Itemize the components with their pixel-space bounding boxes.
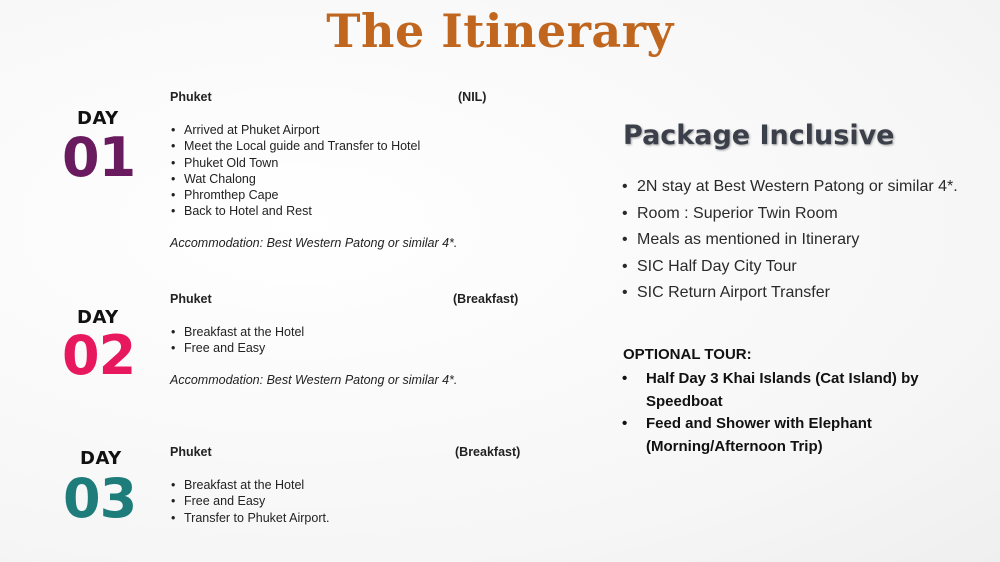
activity-item: • Phromthep Cape [170, 187, 420, 203]
day-1-label: DAY [77, 108, 119, 129]
package-item: • Room : Superior Twin Room [622, 203, 958, 230]
activity-item: • Free and Easy [170, 340, 304, 356]
activity-item: • Wat Chalong [170, 171, 420, 187]
page-title: The Itinerary [326, 4, 674, 58]
optional-tour-list [622, 368, 952, 458]
activity-item: • Breakfast at the Hotel [170, 477, 329, 493]
day-3-label: DAY [80, 448, 122, 469]
day-1-place: Phuket [170, 90, 212, 104]
day-2-place: Phuket [170, 292, 212, 306]
package-item: • SIC Half Day City Tour [622, 256, 958, 283]
activity-item: • Free and Easy [170, 493, 329, 509]
day-2-label: DAY [77, 307, 119, 328]
optional-tour-item: • Feed and Shower with Elephant (Morning/Afternoon Trip) [622, 413, 952, 458]
activity-item: • Breakfast at the Hotel [170, 324, 304, 340]
day-1-meals: (NIL) [458, 90, 487, 104]
day-2-meals: (Breakfast) [453, 292, 519, 306]
package-item: • Meals as mentioned in Itinerary [622, 229, 958, 256]
optional-tour-heading: OPTIONAL TOUR: [623, 346, 752, 363]
day-2-activities [170, 324, 304, 357]
day-1-number: 01 [62, 126, 136, 189]
activity-item: • Transfer to Phuket Airport. [170, 510, 329, 526]
activity-item: • Meet the Local guide and Transfer to Hotel [170, 138, 420, 154]
day-2-accommodation: Accommodation: Best Western Patong or similar 4*. [170, 373, 458, 387]
day-3-activities [170, 477, 329, 526]
package-item: • SIC Return Airport Transfer [622, 282, 958, 309]
package-item: • 2N stay at Best Western Patong or similar 4*. [622, 176, 958, 203]
activity-item: • Arrived at Phuket Airport [170, 122, 420, 138]
day-1-activities [170, 122, 420, 220]
day-3-number: 03 [63, 467, 137, 530]
package-list [622, 176, 958, 309]
activity-item: • Phuket Old Town [170, 155, 420, 171]
day-3-meals: (Breakfast) [455, 445, 521, 459]
activity-item: • Back to Hotel and Rest [170, 203, 420, 219]
day-1-accommodation: Accommodation: Best Western Patong or similar 4*. [170, 236, 458, 250]
day-2-number: 02 [62, 324, 136, 387]
package-heading: Package Inclusive [623, 120, 895, 151]
optional-tour-item: • Half Day 3 Khai Islands (Cat Island) by Speedboat [622, 368, 952, 413]
day-3-place: Phuket [170, 445, 212, 459]
